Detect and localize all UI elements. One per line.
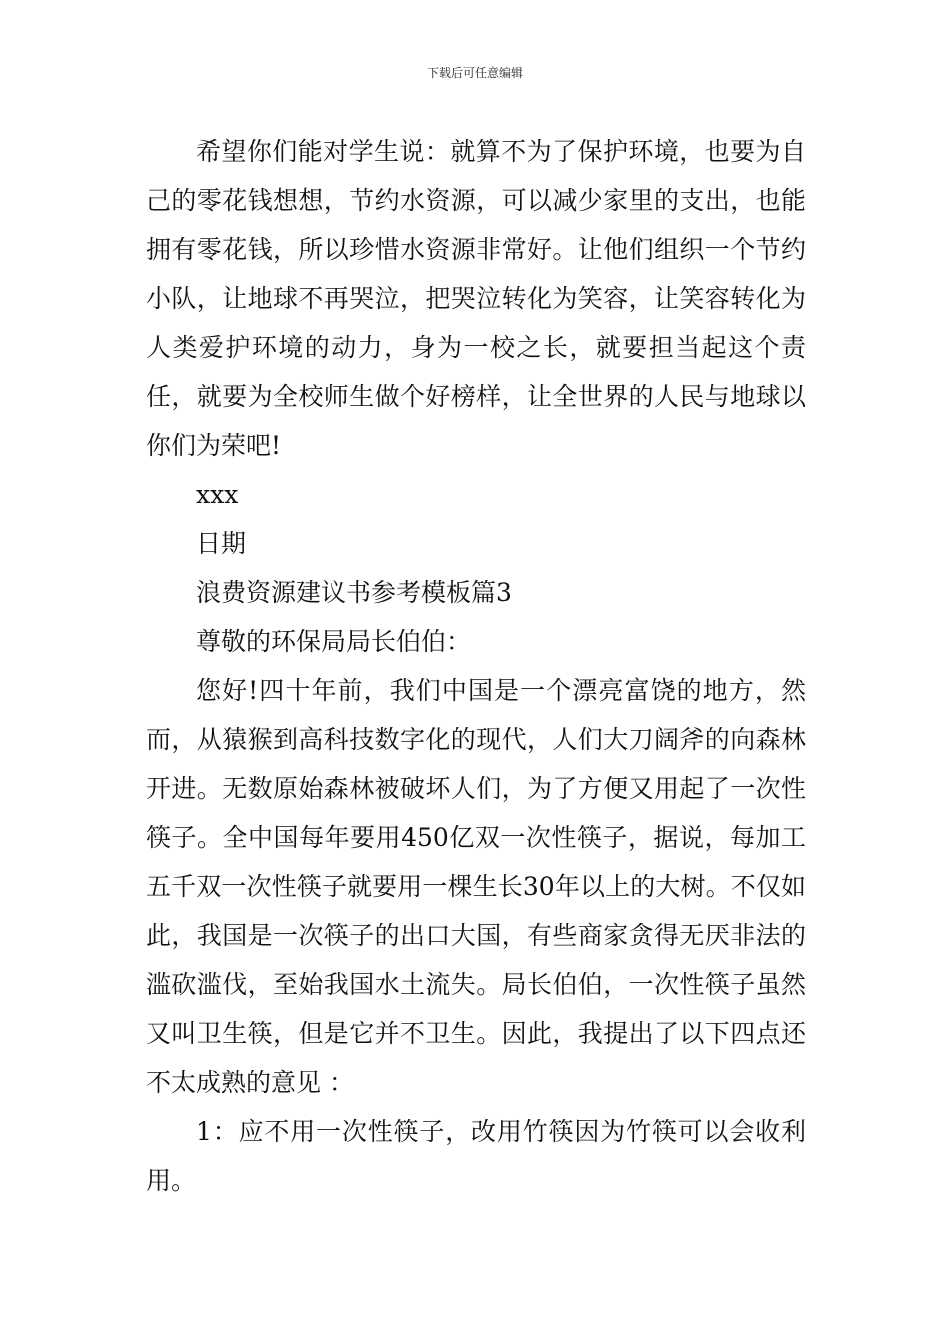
signature-name: xxx [196,480,239,509]
paragraph-suggestion-1: 1：应不用一次性筷子，改用竹筷因为竹筷可以会收利用。 [146,1117,806,1195]
salutation: 尊敬的环保局局长伯伯： [196,627,472,656]
paragraph-closing-appeal: 希望你们能对学生说：就算不为了保护环境，也要为自己的零花钱想想，节约水资源，可以减少家里的支出，也能拥有零花钱，所以珍惜水资源非常好。让他们组织一个节约小队，让地球不再哭泣，把哭泣转化为笑容，让笑容转化为人类爱护环境的动力，身为一校之长，就要担当起这个责任，就要为全校师生做个好榜样，让全世界的人民与地球以你们为荣吧! [146,137,806,460]
document-body [146,127,806,1205]
paragraph-body: 您好!四十年前，我们中国是一个漂亮富饶的地方，然而，从猿猴到高科技数字化的现代，人们大刀阔斧的向森林开进。无数原始森林被破坏人们，为了方便又用起了一次性筷子。全中国每年要用450亿双一次性筷子，据说，每加工五千双一次性筷子就要用一棵生长30年以上的大树。不仅如此，我国是一次筷子的出口大国，有些商家贪得无厌非法的滥砍滥伐，至始我国水土流失。局长伯伯，一次性筷子虽然又叫卫生筷，但是它并不卫生。因此，我提出了以下四点还不太成熟的意见 ： [146,676,806,1097]
page-header: 下载后可任意编辑 [426,66,523,80]
section-title: 浪费资源建议书参考模板篇3 [196,578,512,607]
signature-date: 日期 [196,529,247,558]
